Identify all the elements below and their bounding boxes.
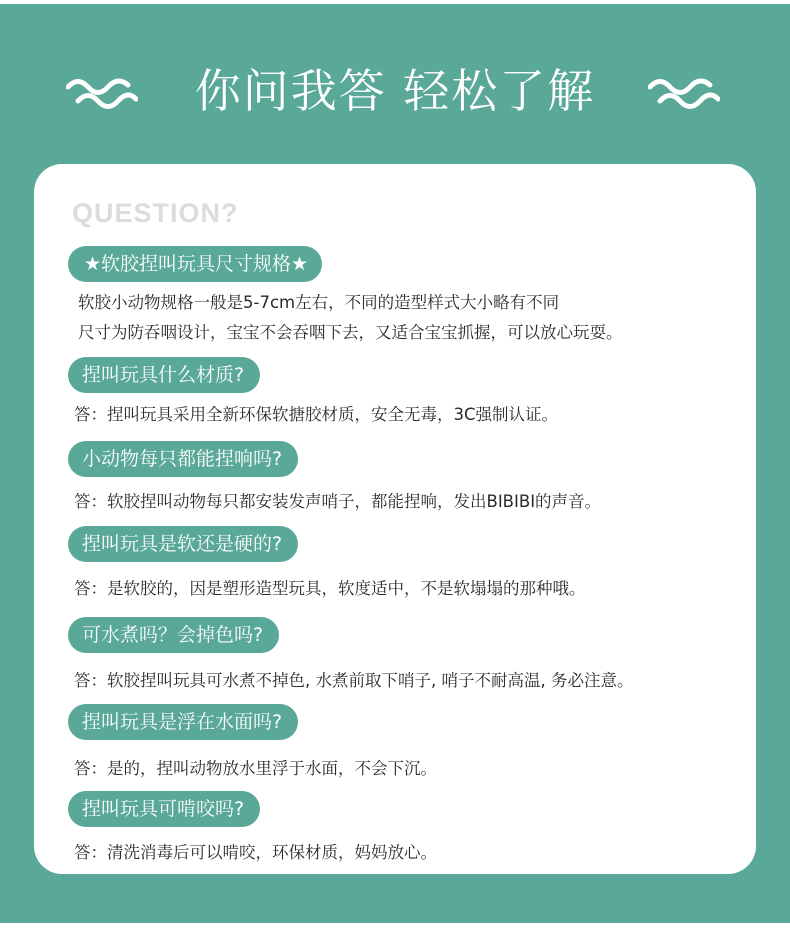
size-line-1: 软胶小动物规格一般是5-7cm左右，不同的造型样式大小略有不同 [78, 293, 560, 312]
faq-question-2: 小动物每只都能捏响吗? [68, 441, 298, 477]
wave-right-icon [648, 72, 720, 112]
faq-question-3: 捏叫玩具是软还是硬的? [68, 526, 298, 562]
size-line-2: 尺寸为防吞咽设计，宝宝不会吞咽下去，又适合宝宝抓握，可以放心玩耍。 [78, 323, 623, 342]
header [0, 4, 790, 164]
faq-question-6: 捏叫玩具可啃咬吗? [68, 791, 260, 827]
faq-question-1: 捏叫玩具什么材质? [68, 357, 260, 393]
faq-question-4: 可水煮吗？会掉色吗? [68, 617, 279, 653]
page-title: 你问我答 轻松了解 [194, 64, 596, 118]
faq-card [34, 164, 756, 874]
faq-question-5: 捏叫玩具是浮在水面吗? [68, 704, 298, 740]
size-heading-pill: ★软胶捏叫玩具尺寸规格★ [68, 246, 322, 282]
question-label: QUESTION? [72, 198, 239, 228]
faq-answer-5: 答：是的，捏叫动物放水里浮于水面，不会下沉。 [74, 759, 437, 778]
page-background [0, 4, 790, 923]
faq-answer-6: 答：清洗消毒后可以啃咬，环保材质，妈妈放心。 [74, 843, 437, 862]
faq-answer-1: 答：捏叫玩具采用全新环保软搪胶材质，安全无毒，3C强制认证。 [74, 405, 559, 424]
faq-answer-3: 答：是软胶的，因是塑形造型玩具，软度适中，不是软塌塌的那种哦。 [74, 579, 586, 598]
faq-answer-2: 答：软胶捏叫动物每只都安装发声哨子，都能捏响，发出BIBIBI的声音。 [74, 492, 602, 511]
faq-answer-4: 答：软胶捏叫玩具可水煮不掉色, 水煮前取下哨子, 哨子不耐高温, 务必注意。 [74, 671, 634, 690]
